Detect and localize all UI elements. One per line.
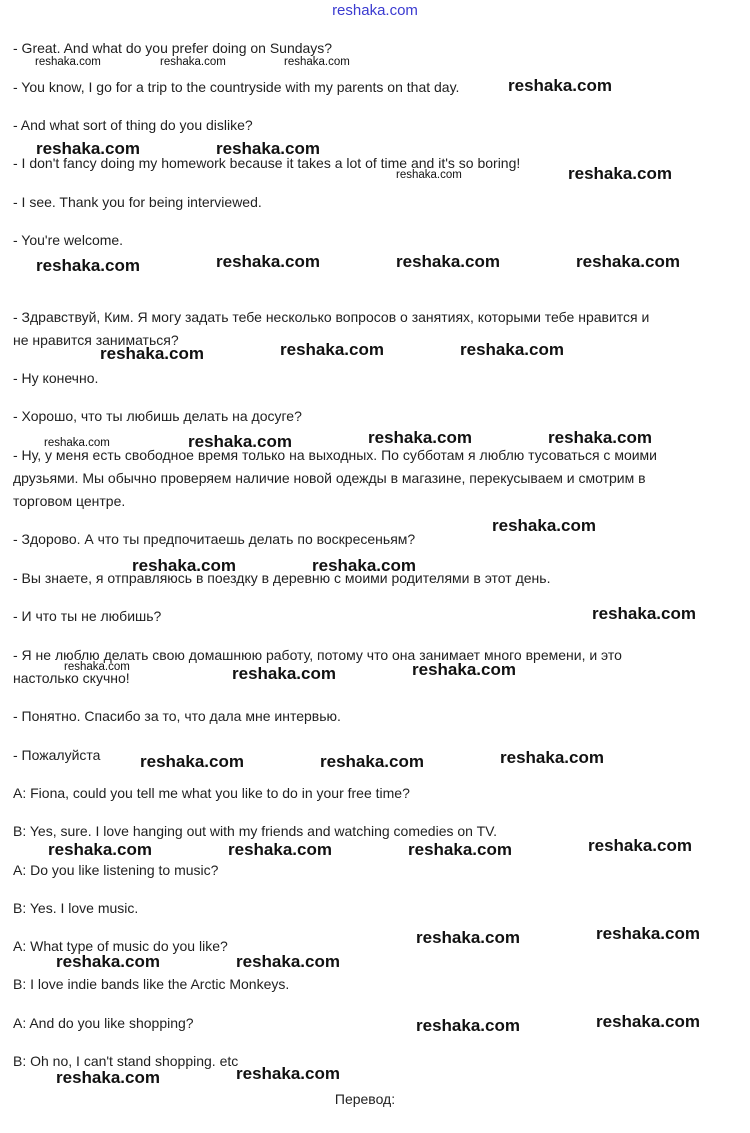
- watermark: reshaka.com: [36, 139, 140, 158]
- watermark: reshaka.com: [48, 840, 152, 859]
- text-line: торговом центре.: [13, 493, 126, 509]
- watermark: reshaka.com: [396, 252, 500, 271]
- watermark: reshaka.com: [236, 952, 340, 971]
- text-line: - Я не люблю делать свою домашнюю работу, потому что она занимает много времени, и это: [13, 647, 622, 663]
- text-line: B: Oh no, I can't stand shopping. etc: [13, 1053, 239, 1069]
- watermark: reshaka.com: [500, 748, 604, 767]
- text-line: настолько скучно!: [13, 670, 130, 686]
- watermark: reshaka.com: [492, 516, 596, 535]
- text-line: - You know, I go for a trip to the countryside with my parents on that day.: [13, 79, 460, 95]
- text-line: B: Yes, sure. I love hanging out with my friends and watching comedies on TV.: [13, 823, 498, 839]
- watermark: reshaka.com: [284, 56, 350, 68]
- site-header[interactable]: reshaka.com: [332, 2, 418, 19]
- watermark: reshaka.com: [64, 661, 130, 673]
- watermark: reshaka.com: [100, 344, 204, 363]
- text-line: - Ну конечно.: [13, 370, 99, 386]
- watermark: reshaka.com: [216, 139, 320, 158]
- text-line: - I see. Thank you for being interviewed.: [13, 194, 262, 210]
- text-line: - Здорово. А что ты предпочитаешь делать по воскресеньям?: [13, 531, 416, 547]
- text-line: - And what sort of thing do you dislike?: [13, 117, 253, 133]
- watermark: reshaka.com: [56, 1068, 160, 1087]
- text-line: - I don't fancy doing my homework because it takes a lot of time and it's so boring!: [13, 155, 521, 171]
- watermark: reshaka.com: [368, 428, 472, 447]
- text-line: - Вы знаете, я отправляюсь в поездку в деревню с моими родителями в этот день.: [13, 570, 551, 586]
- watermark: reshaka.com: [312, 556, 416, 575]
- watermark: reshaka.com: [35, 56, 101, 68]
- watermark: reshaka.com: [188, 432, 292, 451]
- text-line: A: And do you like shopping?: [13, 1015, 194, 1031]
- watermark: reshaka.com: [320, 752, 424, 771]
- watermark: reshaka.com: [596, 924, 700, 943]
- text-line: - Great. And what do you prefer doing on Sundays?: [13, 40, 333, 56]
- watermark: reshaka.com: [132, 556, 236, 575]
- text-line: A: Fiona, could you tell me what you like to do in your free time?: [13, 785, 410, 801]
- watermark: reshaka.com: [408, 840, 512, 859]
- watermark: reshaka.com: [228, 840, 332, 859]
- text-line: A: Do you like listening to music?: [13, 862, 219, 878]
- watermark: reshaka.com: [236, 1064, 340, 1083]
- text-line: - Пожалуйста: [13, 747, 101, 763]
- text-line: - Ну, у меня есть свободное время только на выходных. По субботам я люблю тусоваться с моими: [13, 447, 657, 463]
- text-line: - И что ты не любишь?: [13, 608, 162, 624]
- text-line: друзьями. Мы обычно проверяем наличие новой одежды в магазине, перекусываем и смотрим в: [13, 470, 646, 486]
- watermark: reshaka.com: [216, 252, 320, 271]
- watermark: reshaka.com: [160, 56, 226, 68]
- text-line: - Понятно. Спасибо за то, что дала мне интервью.: [13, 708, 341, 724]
- watermark: reshaka.com: [56, 952, 160, 971]
- watermark: reshaka.com: [592, 604, 696, 623]
- watermark: reshaka.com: [416, 1016, 520, 1035]
- text-line: - Здравствуй, Ким. Я могу задать тебе несколько вопросов о занятиях, которыми тебе нравится и: [13, 309, 650, 325]
- watermark: reshaka.com: [548, 428, 652, 447]
- watermark: reshaka.com: [140, 752, 244, 771]
- watermark: reshaka.com: [596, 1012, 700, 1031]
- text-line: B: I love indie bands like the Arctic Monkeys.: [13, 976, 290, 992]
- watermark: reshaka.com: [568, 164, 672, 183]
- watermark: reshaka.com: [412, 660, 516, 679]
- watermark: reshaka.com: [576, 252, 680, 271]
- watermark: reshaka.com: [460, 340, 564, 359]
- watermark: reshaka.com: [280, 340, 384, 359]
- watermark: reshaka.com: [508, 76, 612, 95]
- watermark: reshaka.com: [232, 664, 336, 683]
- text-line: не нравится заниматься?: [13, 332, 179, 348]
- translation-heading: Перевод:: [334, 1091, 396, 1107]
- text-line: B: Yes. I love music.: [13, 900, 139, 916]
- watermark: reshaka.com: [396, 169, 462, 181]
- watermark: reshaka.com: [416, 928, 520, 947]
- watermark: reshaka.com: [44, 437, 110, 449]
- text-line: - You're welcome.: [13, 232, 124, 248]
- watermark: reshaka.com: [588, 836, 692, 855]
- text-line: A: What type of music do you like?: [13, 938, 228, 954]
- text-line: - Хорошо, что ты любишь делать на досуге?: [13, 408, 302, 424]
- watermark: reshaka.com: [36, 256, 140, 275]
